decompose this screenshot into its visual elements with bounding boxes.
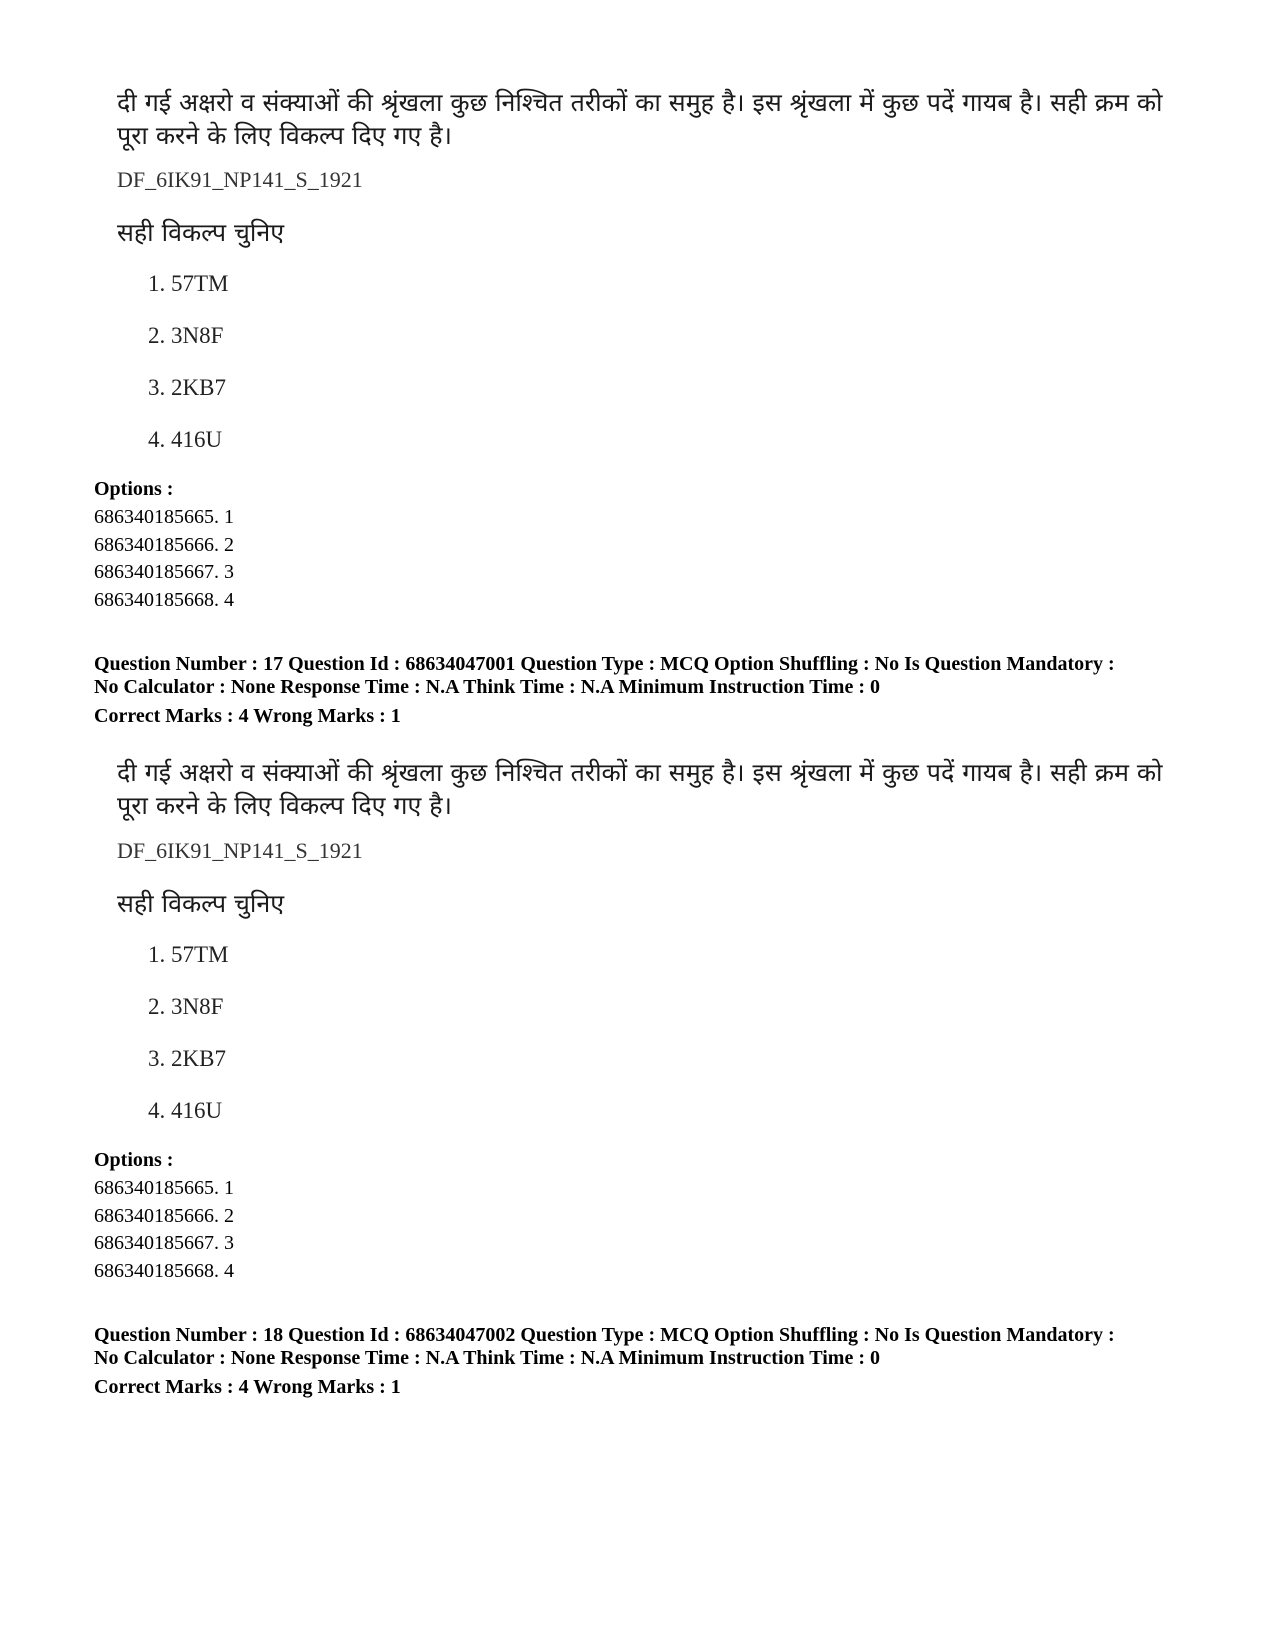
- question-text: दी गई अक्षरो व संक्याओं की श्रृंखला कुछ निश्चित तरीकों का समुह है। इस श्रृंखला में कुछ पदें गायब है। सही क्रम को पूरा करने के लिए विकल्प दिए गए है।: [117, 88, 1163, 150]
- question-marks: Correct Marks : 4 Wrong Marks : 1: [94, 705, 401, 727]
- choice-item: 1. 57TM: [148, 942, 229, 967]
- question-meta-line: No Calculator : None Response Time : N.A Think Time : N.A Minimum Instruction Time : 0: [94, 676, 880, 698]
- question-marks: Correct Marks : 4 Wrong Marks : 1: [94, 1376, 401, 1398]
- options-label: Options :: [94, 478, 174, 500]
- choice-item: 2. 3N8F: [148, 323, 224, 348]
- choice-item: 3. 2KB7: [148, 375, 226, 400]
- choice-item: 3. 2KB7: [148, 1046, 226, 1071]
- question-code: DF_6IK91_NP141_S_1921: [117, 838, 363, 863]
- question-text: दी गई अक्षरो व संक्याओं की श्रृंखला कुछ निश्चित तरीकों का समुह है। इस श्रृंखला में कुछ पदें गायब है। सही क्रम को पूरा करने के लिए विकल्प दिए गए है।: [117, 758, 1163, 820]
- option-line: 686340185668. 4: [94, 1260, 234, 1282]
- question-meta-line: Question Number : 17 Question Id : 68634047001 Question Type : MCQ Option Shuffling : No Is Question Mandatory :: [94, 653, 1115, 675]
- choice-item: 1. 57TM: [148, 271, 229, 296]
- choice-item: 4. 416U: [148, 1098, 223, 1123]
- option-line: 686340185666. 2: [94, 1205, 234, 1227]
- question-meta-line: No Calculator : None Response Time : N.A Think Time : N.A Minimum Instruction Time : 0: [94, 1347, 880, 1369]
- choice-item: 2. 3N8F: [148, 994, 224, 1019]
- question-instruction: सही विकल्प चुनिए: [117, 218, 285, 247]
- option-line: 686340185665. 1: [94, 506, 234, 528]
- question-code: DF_6IK91_NP141_S_1921: [117, 167, 363, 192]
- question-meta-line: Question Number : 18 Question Id : 68634047002 Question Type : MCQ Option Shuffling : No Is Question Mandatory :: [94, 1324, 1115, 1346]
- option-line: 686340185668. 4: [94, 589, 234, 611]
- option-line: 686340185667. 3: [94, 1232, 234, 1254]
- option-line: 686340185667. 3: [94, 561, 234, 583]
- option-line: 686340185666. 2: [94, 534, 234, 556]
- option-line: 686340185665. 1: [94, 1177, 234, 1199]
- choice-item: 4. 416U: [148, 427, 223, 452]
- options-label: Options :: [94, 1149, 174, 1171]
- question-instruction: सही विकल्प चुनिए: [117, 889, 285, 918]
